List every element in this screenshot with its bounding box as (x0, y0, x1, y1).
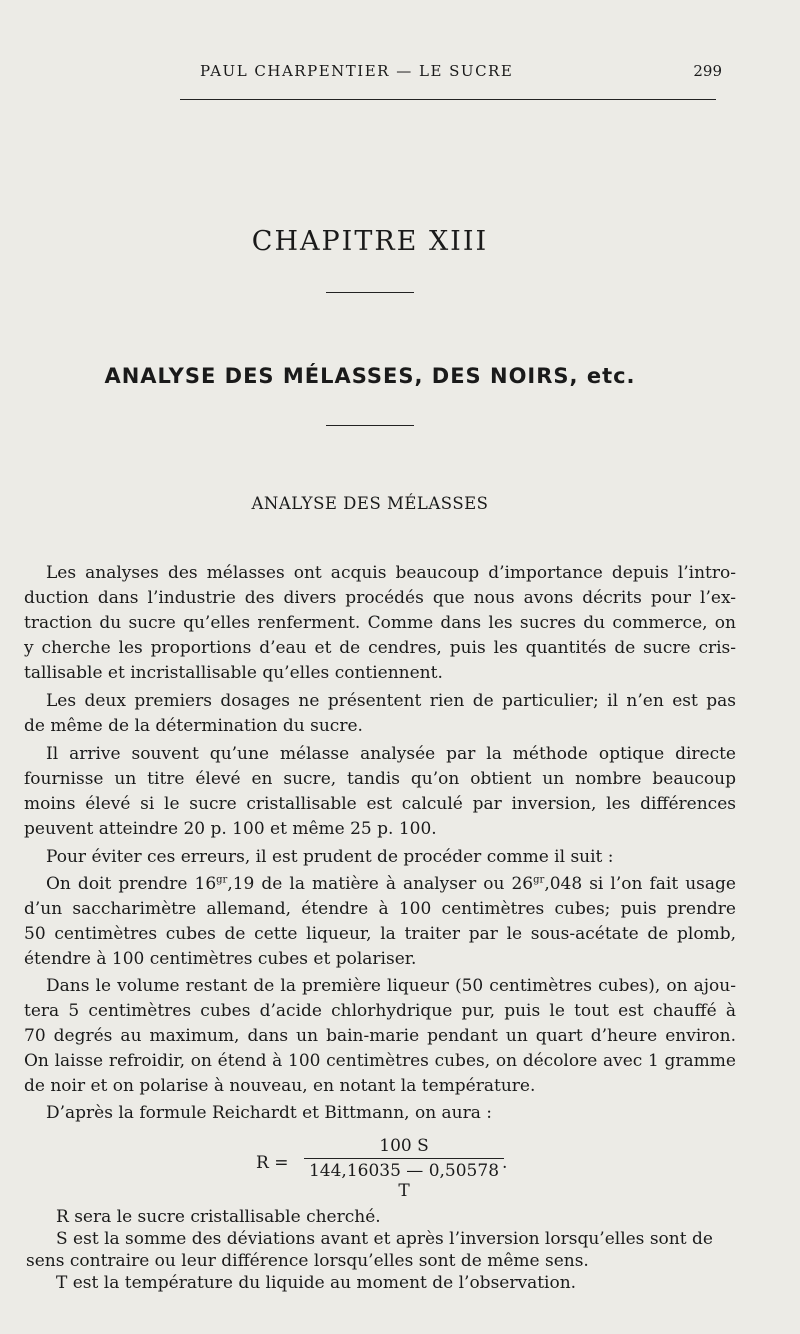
text-line: Il arrive souvent qu’une mélasse analysée par la méthode optique directe (46, 744, 736, 764)
formula-lhs: R = (256, 1153, 289, 1173)
text-line: duction dans l’industrie des divers procédés que nous avons décrits pour l’ex- (24, 588, 736, 608)
section-heading: ANALYSE DES MÉLASSES (251, 494, 489, 513)
chapter-title: ANALYSE DES MÉLASSES, DES NOIRS, etc. (104, 364, 636, 388)
text-line: d’un saccharimètre allemand, étendre à 100 centimètres cubes; puis prendre (24, 899, 736, 919)
text-line: étendre à 100 centimètres cubes et polariser. (24, 949, 417, 969)
text-line: moins élevé si le sucre cristallisable est calculé par inversion, les différences (24, 794, 736, 814)
text-line: D’après la formule Reichardt et Bittmann, on aura : (46, 1103, 493, 1123)
text-line: de même de la détermination du sucre. (24, 716, 363, 736)
text-line: traction du sucre qu’elles renferment. Comme dans les sucres du commerce, on (24, 613, 736, 633)
text-line: tera 5 centimètres cubes d’acide chlorhydrique pur, puis le tout est chauffé à (24, 1001, 736, 1021)
title-rule (326, 425, 414, 426)
text-line: de noir et on polarise à nouveau, en notant la température. (24, 1076, 536, 1096)
text-line: fournisse un titre élevé en sucre, tandis qu’on obtient un nombre beaucoup (24, 769, 736, 789)
text-line: tallisable et incristallisable qu’elles contiennent. (24, 663, 443, 683)
text-line: 70 degrés au maximum, dans un bain-marie pendant un quart d’heure environ. (24, 1026, 736, 1046)
definition-line: S est la somme des déviations avant et après l’inversion lorsqu’elles sont de (56, 1229, 713, 1249)
formula-numerator: 100 S (379, 1136, 429, 1156)
text-line: y cherche les proportions d’eau et de cendres, puis les quantités de sucre cris- (24, 638, 736, 658)
text-line: On laisse refroidir, on étend à 100 centimètres cubes, on décolore avec 1 gramme (24, 1051, 736, 1071)
text-line: 50 centimètres cubes de cette liqueur, la traiter par le sous-acétate de plomb, (24, 924, 736, 944)
running-header (200, 62, 730, 84)
definition-line: sens contraire ou leur différence lorsqu’elles sont de même sens. (26, 1251, 589, 1271)
definition-line: T est la température du liquide au moment de l’observation. (56, 1273, 577, 1293)
formula-denominator: 144,16035 — 0,50578 T (308, 1161, 500, 1201)
text-line: Les analyses des mélasses ont acquis beaucoup d’importance depuis l’intro- (46, 563, 736, 583)
page-number: 299 (693, 62, 722, 80)
running-title: PAUL CHARPENTIER — LE SUCRE (200, 62, 514, 80)
chapter-heading: CHAPITRE XIII (251, 226, 489, 257)
text-line: Dans le volume restant de la première liqueur (50 centimètres cubes), on ajou- (46, 976, 736, 996)
definition-line: R sera le sucre cristallisable cherché. (56, 1207, 381, 1227)
text-line: Les deux premiers dosages ne présentent rien de particulier; il n’en est pas (46, 691, 736, 711)
header-rule (180, 99, 716, 100)
text-line: Pour éviter ces erreurs, il est prudent de procéder comme il suit : (46, 847, 614, 867)
formula (256, 1136, 516, 1201)
fraction-bar (304, 1158, 504, 1159)
chapter-rule (326, 292, 414, 293)
text-line: On doit prendre $16^{gr},19$ de la matière à analyser ou $26^{gr},048$ si l’on fait usage (46, 874, 736, 894)
formula-end: . (502, 1153, 508, 1173)
text-line: peuvent atteindre 20 p. 100 et même 25 p. 100. (24, 819, 437, 839)
